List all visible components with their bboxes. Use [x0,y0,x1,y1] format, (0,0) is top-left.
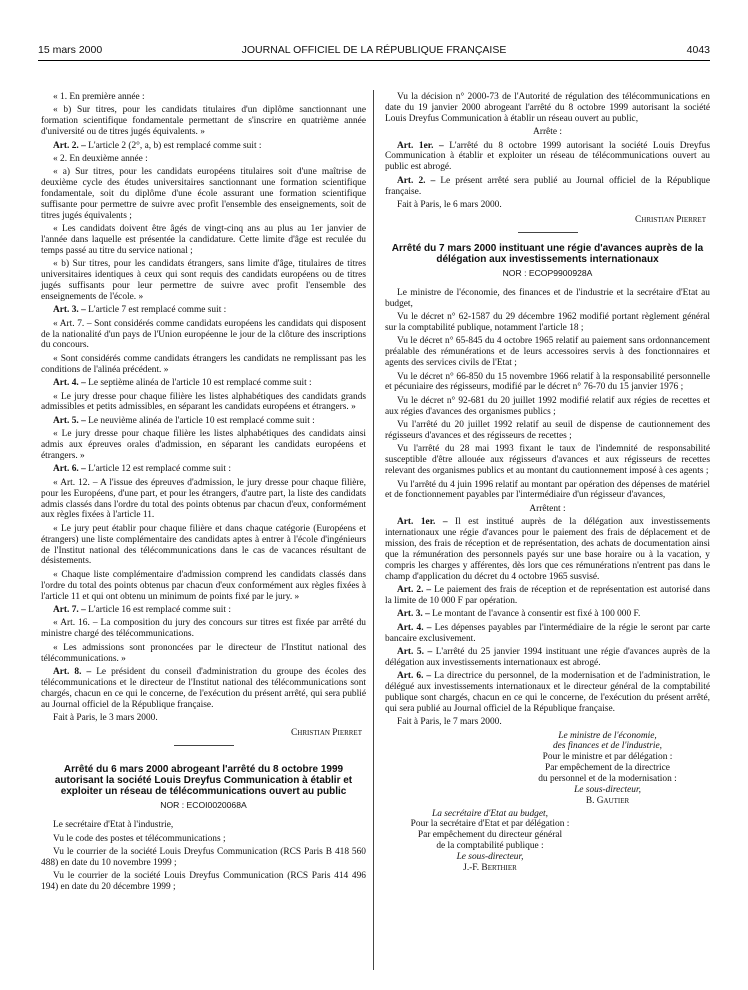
article-1 [385,141,710,174]
header-rule [38,60,710,61]
signature: Christian Pierret [291,727,362,738]
paragraph: « Art. 16. – La composition du jury des concours sur titres est fixée par arrêté du ministre chargé des télécommunications. [41,618,366,640]
paragraph: Vu l'arrêté du 4 juin 1996 relatif au montant par opération des dépenses de matériel et de fonctionnement payables par l'intermédiaire d'un régisseur d'avances, [385,479,710,501]
arretent-heading: Arrêtent : [529,503,566,514]
paragraph: « Les admissions sont prononcées par le directeur de l'Institut national des télécommunications. » [41,642,366,664]
article-text: Le président du conseil d'administration du groupe des écoles des télécommunications et le directeur de l'Institut national des télécommunications sont chargés, chacun en ce qui le concerne, de l'exécution du présent arrêté, qui sera publié au Journal officiel de la République française. [41,666,366,710]
decree-title: Arrêté du 6 mars 2000 abrogeant l'arrêté du 8 octobre 1999 autorisant la société Louis Dreyfus Communication à établir et exploiter un réseau de télécommunications ouvert au public [54,763,353,798]
paragraph: Vu le décret n° 62-1587 du 29 décembre 1962 modifié portant règlement général sur la comptabilité publique, notamment l'article 18 ; [385,312,710,334]
separator [518,232,578,233]
paragraph: « Chaque liste complémentaire d'admission comprend les candidats classés dans l'ordre du total des points obtenus par chacun d'eux conformément aux règles fixées à l'article 11 et qui ont obtenu un minimum de points fixé par le jury. » [41,569,366,602]
column-divider [373,90,374,970]
header-page-number: 4043 [686,44,710,56]
article-text: Il est institué auprès de la délégation aux investissements internationaux une régie d'avances pour le paiement des frais de déplacement et de mission, des frais de réception et de représentation, des achats de documentation ainsi que la rémunération des personnels payés sur une base horaire ou à la vacation, y compris les charges y afférentes, dès lors que ces rémunérations n'entrent pas dans le champ d'application du décret du 4 octobre 1965 susvisé. [385,517,710,582]
article-text: L'article 2 (2°, a, b) est remplacé comme suit : [85,140,262,151]
signing-place-date: Fait à Paris, le 6 mars 2000. [397,199,502,210]
article-text: Le présent arrêté sera publié au Journal officiel de la République française. [385,175,711,197]
signature-line: Par empêchement du directeur général [417,830,563,841]
signature: Christian Pierret [635,214,706,225]
signature-line: Pour le ministre et par délégation : [542,752,673,763]
paragraph: « Les candidats doivent être âgés de vingt-cinq ans au plus au 1er janvier de l'année dans laquelle est présentée la candidature. Cette limite d'âge est reculée du temps passé au titre du service national ; [41,224,366,256]
article-text: L'article 12 est remplacé comme suit : [85,464,231,475]
article-text: La directrice du personnel, de la modernisation et de l'administration, le délégué aux investissements internationaux et le directeur général de la comptabilité publique sont chargés, chacun en ce qui le concerne, de l'exécution du présent arrêté, qui sera publié au Journal officiel de la République française. [385,671,710,714]
signature-line: de la comptabilité publique : [436,841,544,852]
article-text: L'article 7 est remplacé comme suit : [85,305,227,316]
article-label: Art. 4. – [53,378,86,389]
paragraph: Le ministre de l'économie, des finances et de l'industrie et la secrétaire d'Etat au budget, [385,287,710,309]
article-label: Art. 5. – [397,646,433,657]
article-label: Art. 6. – [397,671,432,682]
signature-line: Le sous-directeur, [574,784,641,795]
article-label: Art. 1er. – [397,140,444,151]
article-8 [41,667,366,710]
arrete-heading: Arrête : [533,127,562,138]
paragraph: Le secrétaire d'Etat à l'industrie, [53,820,174,831]
article-text: Le neuvième alinéa de l'article 10 est remplacé comme suit : [85,415,315,426]
paragraph: « 2. En deuxième année : [53,154,148,164]
article-text: L'arrêté du 8 octobre 1999 autorisant la société Louis Dreyfus Communication à établir et exploiter un réseau de télécommunications ouvert au public est abrogé. [385,140,710,173]
signatory-name: J.-F. Berthier [463,862,517,873]
header-date: 15 mars 2000 [38,44,103,56]
article-7 [41,605,366,616]
signature-line: Pour la secrétaire d'Etat et par délégation : [410,819,570,830]
article-label: Art. 1er. – [397,517,448,528]
article-text: Les dépenses payables par l'intermédiaire de la régie le seront par carte bancaire exclusivement. [385,622,710,644]
minister-signature-block [505,731,710,807]
paragraph: « Sont considérés comme candidats étrangers les candidats ne remplissant pas les conditions de l'alinéa précédent. » [41,353,366,375]
article-label: Art. 2. – [397,175,436,186]
paragraph: Vu le décret n° 92-681 du 20 juillet 1992 modifié relatif aux régies de recettes et aux régies d'avances des organismes publics ; [385,395,710,417]
article-label: Art. 6. – [53,464,86,475]
article-4 [385,623,710,645]
paragraph: « Le jury peut établir pour chaque filière et dans chaque catégorie (Européens et étrangers) une liste complémentaire des candidats aptes à entrer à l'école d'ingénieurs de l'Institut national des télécommunications dans le cas de vacances résultant de désistements. [41,523,366,567]
article-3 [41,305,366,316]
article-text: L'article 16 est remplacé comme suit : [85,604,231,615]
article-text: Le septième alinéa de l'article 10 est remplacé comme suit : [85,378,312,389]
signature-line: Par empêchement de la directrice [545,763,670,774]
paragraph: Vu le code des postes et télécommunications ; [53,833,226,844]
paragraph: « Art. 12. – A l'issue des épreuves d'admission, le jury dresse pour chaque filière, pour les Européens, d'une part, et pour les étrangers, d'autre part, la liste des candidats admis classés dans l'ordre du total des points obtenus par chacun d'eux, conformément aux règles fixées à l'article 11. [41,477,366,521]
article-label: Art. 4. – [397,622,432,633]
article-5 [41,416,366,427]
header-journal-title: JOURNAL OFFICIEL DE LA RÉPUBLIQUE FRANÇAISE [241,44,507,56]
paragraph: Vu l'arrêté du 28 mai 1993 fixant le taux de l'indemnité de responsabilité susceptible d'être allouée aux régisseurs d'avances et aux régisseurs de recettes relevant des organismes publics et au montant du cautionnement imposé à ces agents ; [385,444,710,477]
right-column [385,92,710,874]
decree-title: Arrêté du 7 mars 2000 instituant une régie d'avances auprès de la délégation aux investissements internationaux [391,242,704,265]
article-text: Le montant de l'avance à consentir est fixé à 100 000 F. [429,609,641,620]
paragraph: « a) Sur titres, pour les candidats européens titulaires soit d'une maîtrise de deuxième cycle des études universitaires sanctionnant une formation scientifique fondamentale, soit du diplôme d'une école assurant une formation scientifique suffisante pour permettre de suivre avec profit l'ensemble des enseignements, soit de titres jugés équivalents ; [41,167,366,221]
article-1 [385,517,710,582]
article-6 [385,671,710,714]
paragraph: « Le jury dresse pour chaque filière les listes alphabétiques des candidats grands admissibles et petits admissibles, en séparant les candidats européens et étrangers. » [41,391,366,413]
paragraph: « Art. 7. – Sont considérés comme candidats européens les candidats qui disposent de la nationalité d'un pays de l'Union européenne le jour de la clôture des inscriptions du concours. [41,318,366,351]
signing-place-date: Fait à Paris, le 3 mars 2000. [53,712,158,723]
left-column [41,92,366,896]
paragraph: « 1. En première année : [53,92,145,102]
article-5 [385,647,710,669]
page-header [38,44,710,58]
article-2 [385,585,710,607]
budget-signature-block [385,809,595,874]
paragraph: Vu la décision n° 2000-73 de l'Autorité de régulation des télécommunications en date du 19 janvier 2000 abrogeant l'arrêté du 8 octobre 1999 autorisant la société Louis Dreyfus Communication à établir un réseau ouvert au public, [385,92,710,124]
signature-line: du personnel et de la modernisation : [538,774,677,784]
paragraph: Vu le courrier de la société Louis Dreyfus Communication (RCS Paris B 418 560 488) en date du 10 novembre 1999 ; [41,846,366,868]
article-4 [41,378,366,389]
article-label: Art. 3. – [53,305,86,316]
article-2 [385,176,710,198]
article-label: Art. 7. – [53,604,86,615]
signature-line: Le ministre de l'économie, [558,730,657,741]
signature-line: Le sous-directeur, [456,851,524,862]
paragraph: Vu le courrier de la société Louis Dreyfus Communication (RCS Paris 414 496 194) en date du 20 décembre 1999 ; [41,871,366,893]
paragraph: Vu le décret n° 65-845 du 4 octobre 1965 relatif au paiement sans ordonnancement préalable des rémunérations et de leurs accessoires servis à des fonctionnaires et agents des services civils de l'Etat ; [385,336,710,369]
article-label: Art. 8. – [53,666,92,677]
article-3 [385,609,710,620]
paragraph: Vu le décret n° 66-850 du 15 novembre 1966 relatif à la responsabilité personnelle et pécuniaire des régisseurs, modifié par le décret n° 76-70 du 15 janvier 1976 ; [385,371,710,393]
article-label: Art. 2. – [397,584,432,595]
article-label: Art. 2. – [53,140,86,151]
nor-reference: NOR : ECOP9900928A [502,268,593,279]
article-6 [41,464,366,475]
separator [174,745,234,746]
nor-reference: NOR : ECOI0020068A [160,800,247,811]
article-label: Art. 3. – [397,609,430,620]
paragraph: « b) Sur titres, pour les candidats titulaires d'un diplôme sanctionnant une formation scientifique fondamentale permettant de s'inscrire en quatrième année d'université ou de titres jugés équivalents. » [41,105,366,138]
signatory-name: B. Gautier [585,795,630,806]
article-label: Art. 5. – [53,415,86,426]
signature-line: La secrétaire d'Etat au budget, [432,808,548,819]
signature-line: des finances et de l'industrie, [552,741,663,752]
paragraph: « Le jury dresse pour chaque filière les listes alphabétiques des candidats ainsi admis aux épreuves orales d'admission, en séparant les candidats européens et étrangers. » [41,429,366,462]
article-text: Le paiement des frais de réception et de représentation est autorisé dans la limite de 10 000 F par opération. [385,584,710,606]
article-text: L'arrêté du 25 janvier 1994 instituant une régie d'avances auprès de la délégation aux investissements internationaux est abrogé. [385,646,710,668]
article-2 [41,141,366,152]
signing-place-date: Fait à Paris, le 7 mars 2000. [397,717,502,728]
paragraph: Vu l'arrêté du 20 juillet 1992 relatif au seuil de dispense de cautionnement des régisseurs d'avances et des régisseurs de recettes ; [385,420,710,441]
paragraph: « b) Sur titres, pour les candidats étrangers, sans limite d'âge, titulaires de titres universitaires identiques à ceux qui sont requis des candidats européens ou de titres jugés suffisants pour leur permettre de suivre avec profit l'ensemble des enseignements de l'école. » [41,259,366,302]
